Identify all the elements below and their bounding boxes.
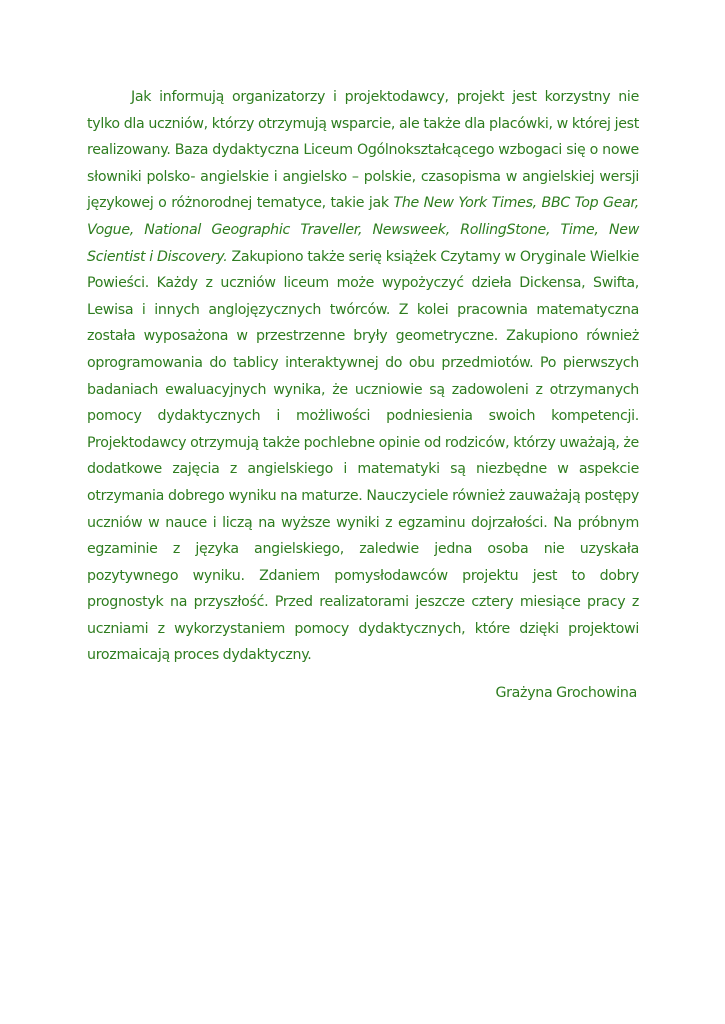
document-page: [87, 84, 639, 707]
author-signature: Grażyna Grochowina: [495, 685, 637, 702]
article-paragraph: [87, 84, 639, 669]
paragraph-segment-1: Jak informują organizatorzy i projektodawcy, projekt jest korzystny nie tylko dla uczniów, którzy otrzymują wsparcie, ale także dla placówki, w której jest realizowany. Baza dydaktyczna Liceum Ogólnokształcącego wzbogaci się o nowe słowniki polsko- angielskie i angielsko – polskie, czasopisma w angielskiej wersji językowej o różnorodnej tematyce, takie jak: [87, 89, 639, 212]
paragraph-segment-3: Zakupiono także serię książek Czytamy w Oryginale Wielkie Powieści. Każdy z uczniów liceum może wypożyczyć dzieła Dickensa, Swifta, Lewisa i innych anglojęzycznych twórców. Z kolei pracownia matematyczna została wyposażona w przestrzenne bryły geometryczne. Zakupiono również oprogramowania do tablicy interaktywnej do obu przedmiotów. Po pierwszych badaniach ewaluacyjnych wynika, że uczniowie są zadowoleni z otrzymanych pomocy dydaktycznych i możliwości podniesienia swoich kompetencji. Projektodawcy otrzymują także pochlebne opinie od rodziców, którzy uważają, że dodatkowe zajęcia z angielskiego i matematyki są niezbędne w aspekcie otrzymania dobrego wyniku na maturze. Nauczyciele również zauważają postępy uczniów w nauce i liczą na wyższe wyniki z egzaminu dojrzałości. Na próbnym egzaminie z języka angielskiego, zaledwie jedna osoba nie uzyskała pozytywnego wyniku. Zdaniem pomysłodawców projektu jest to dobry prognostyk na przyszłość. Przed realizatorami jeszcze cztery miesiące pracy z uczniami z wykorzystaniem pomocy dydaktycznych, które dzięki projektowi urozmaicają proces dydaktyczny.: [87, 248, 639, 664]
magazine-titles: The New York Times, BBC Top Gear, Vogue, National Geographic Traveller, Newsweek, RollingStone, Time, New Scientist i Discovery.: [87, 195, 639, 265]
